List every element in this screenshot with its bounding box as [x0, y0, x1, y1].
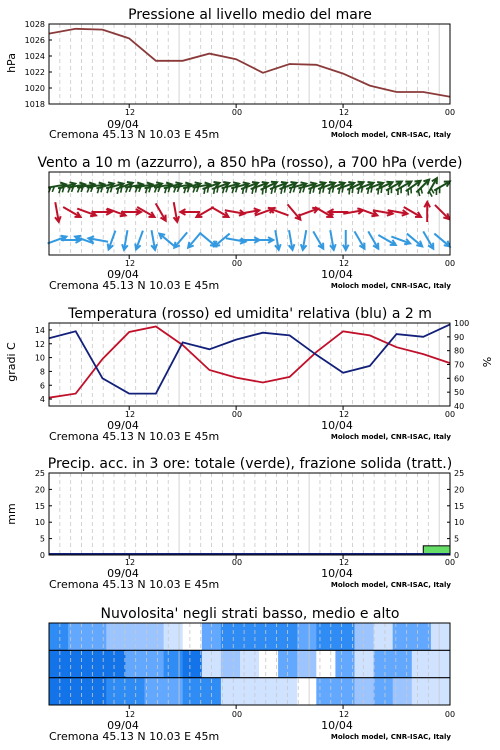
cloud-cell [278, 623, 298, 650]
temperature-line [49, 327, 450, 398]
wind-barb [381, 187, 382, 193]
wind-arrow [135, 231, 143, 250]
wind-barb [313, 187, 314, 193]
cloud-cell [183, 623, 203, 650]
wind-arrow [313, 231, 323, 248]
temperature-plot [35, 319, 469, 411]
wind-arrow [434, 234, 449, 247]
wind-arrow [289, 230, 295, 250]
y-tick-label: 12 [34, 339, 45, 349]
y-tick-label: 20 [34, 485, 45, 495]
y-tick-label: 1020 [24, 84, 45, 93]
cloud-cell [106, 678, 126, 705]
wind-arrow [159, 234, 174, 247]
wind-arrow-shaft [287, 204, 300, 219]
wind-barb [320, 188, 321, 194]
wind-barb [352, 187, 353, 193]
wind-arrow [174, 232, 187, 247]
cloud-cell [316, 623, 336, 650]
y-tick-label: 60 [454, 374, 465, 384]
cloud-cell [221, 623, 241, 650]
x-tick-label: 12 [124, 710, 136, 719]
humidity-ylabel: % [481, 356, 494, 368]
plot-frame [49, 24, 450, 104]
wind-barb [418, 190, 419, 196]
wind-barb [421, 188, 422, 194]
cloud-cell [145, 623, 165, 650]
wind-arrow [368, 231, 378, 248]
wind-barb [329, 188, 330, 194]
temperature-ylabel: gradi C [5, 342, 18, 382]
cloud-cell [164, 650, 184, 677]
wind-barb [429, 191, 432, 196]
y-tick-label: 10 [34, 518, 45, 528]
wind-arrow [287, 204, 300, 219]
wind-arrow [188, 232, 201, 247]
x-tick-label: 12 [338, 259, 350, 268]
model-credit: Moloch model, CNR-ISAC, Italy [330, 282, 451, 290]
wind-arrow [275, 230, 281, 250]
wind-arrow-shaft [435, 205, 449, 219]
cloud-cell [106, 650, 126, 677]
location-label: Cremona 45.13 N 10.03 E 45m [49, 430, 220, 443]
x-tick-label: 12 [124, 108, 136, 117]
location-label: Cremona 45.13 N 10.03 E 45m [49, 730, 220, 743]
cloud-cell [431, 623, 451, 650]
cloud-cell [316, 650, 336, 677]
y-tick-label: 5 [39, 534, 45, 544]
model-credit: Moloch model, CNR-ISAC, Italy [330, 733, 451, 741]
model-credit: Moloch model, CNR-ISAC, Italy [330, 131, 451, 139]
wind-barb [281, 188, 282, 194]
wind-barb [361, 187, 362, 193]
location-label: Cremona 45.13 N 10.03 E 45m [49, 578, 220, 591]
x-tick-label: 00 [231, 710, 243, 719]
wind-arrow [108, 231, 116, 250]
y-tick-label: 15 [454, 501, 465, 511]
cloud-cell [125, 623, 145, 650]
cloud-cell [240, 623, 260, 650]
wind-barb [121, 187, 122, 193]
wind-barb [339, 188, 340, 194]
wind-arrow [423, 231, 433, 248]
cloud-cell [145, 678, 165, 705]
pressure-ylabel: hPa [5, 53, 18, 73]
wind-arrow-shaft [159, 234, 174, 247]
y-tick-label: 1024 [24, 52, 45, 61]
wind-arrow-shaft [201, 234, 216, 247]
y-tick-label: 1026 [24, 36, 45, 45]
wind-arrow-shaft [214, 234, 229, 247]
cloud-cell [49, 678, 69, 705]
cloud-cell [355, 650, 375, 677]
y-tick-label: 6 [39, 381, 45, 391]
y-tick-label: 1022 [24, 68, 45, 77]
cloud-cell [259, 623, 279, 650]
wind-barb [204, 188, 205, 194]
cloud-cell [374, 650, 394, 677]
cloud-cell [221, 678, 241, 705]
wind-barb [266, 187, 267, 193]
location-label: Cremona 45.13 N 10.03 E 45m [49, 128, 220, 141]
y-tick-label: 10 [454, 518, 465, 528]
y-tick-label: 8 [39, 367, 45, 377]
cloud-cell [259, 650, 279, 677]
x-tick-label: 00 [444, 558, 456, 567]
y-tick-label: 25 [454, 469, 465, 478]
date-label: 10/04 [321, 118, 353, 131]
y-tick-label: 15 [34, 501, 45, 511]
x-tick-label: 00 [444, 108, 456, 117]
wind-barb [284, 187, 285, 193]
wind-arrow [196, 207, 213, 217]
cloud-cell [164, 678, 184, 705]
wind-arrow [151, 230, 157, 250]
wind-arrow [343, 230, 349, 250]
y-tick-label: 40 [454, 402, 465, 411]
wind-arrow-shaft [174, 232, 187, 247]
wind-barb [271, 188, 272, 194]
cloud-cell [145, 650, 165, 677]
pressure-title: Pressione al livello medio del mare [128, 7, 372, 23]
cloud-cell [240, 678, 260, 705]
cloud-cell [49, 650, 69, 677]
temperature-title: Temperatura (rosso) ed umidita' relativa (blu) a 2 m [68, 306, 432, 322]
y-tick-label: 70 [454, 360, 465, 370]
cloud-title: Nuvolosita' negli strati basso, medio e alto [100, 606, 400, 622]
x-tick-label: 12 [338, 710, 350, 719]
cloud-cell [164, 623, 184, 650]
y-tick-label: 100 [454, 319, 470, 328]
wind-barb [117, 188, 118, 194]
y-tick-label: 80 [454, 346, 465, 356]
x-tick-label: 12 [338, 108, 350, 117]
wind-barb [431, 188, 434, 193]
date-label: 10/04 [321, 419, 353, 432]
wind-arrow [355, 231, 365, 248]
wind-barb [256, 187, 257, 193]
date-label: 10/04 [321, 567, 353, 580]
y-tick-label: 14 [34, 325, 45, 335]
y-tick-label: 90 [454, 332, 465, 342]
wind-barb [378, 189, 379, 195]
date-label: 10/04 [321, 268, 353, 281]
cloud-cell [278, 678, 298, 705]
cloud-cell [355, 678, 375, 705]
cloud-cell [87, 650, 107, 677]
wind-arrow [55, 202, 61, 222]
wind-panel [37, 155, 462, 292]
cloud-cell [183, 650, 203, 677]
model-credit: Moloch model, CNR-ISAC, Italy [330, 433, 451, 441]
cloud-cell [259, 678, 279, 705]
cloud-cell [125, 678, 145, 705]
precipitation-plot [35, 469, 464, 560]
wind-arrow [301, 230, 307, 250]
wind-barb [371, 187, 372, 193]
cloud-cell [87, 678, 107, 705]
cloud-cell [87, 623, 107, 650]
x-tick-label: 12 [124, 558, 136, 567]
wind-barb [333, 187, 334, 193]
cloud-cell [125, 650, 145, 677]
wind-arrow [214, 234, 229, 247]
wind-arrow [156, 203, 166, 220]
y-tick-label: 1028 [24, 20, 45, 29]
x-tick-label: 12 [338, 410, 350, 419]
wind-arrow [435, 205, 449, 219]
cloud-cell [49, 623, 69, 650]
cloud-cell [297, 650, 317, 677]
x-tick-label: 00 [444, 410, 456, 419]
precipitation-panel [5, 456, 464, 591]
pressure-line [49, 29, 450, 97]
cloud-cell [297, 678, 317, 705]
y-tick-label: 20 [454, 485, 465, 495]
date-label: 09/04 [107, 268, 139, 281]
y-tick-label: 0 [39, 551, 45, 560]
wind-barb [349, 189, 350, 195]
x-tick-label: 00 [444, 710, 456, 719]
x-tick-label: 12 [338, 558, 350, 567]
x-tick-label: 00 [231, 410, 243, 419]
wind-barb [214, 188, 215, 194]
pressure-plot [25, 20, 450, 109]
x-tick-label: 00 [231, 558, 243, 567]
wind-arrow [201, 234, 216, 247]
wind-arrow [88, 236, 108, 242]
precipitation-title: Precip. acc. in 3 ore: totale (verde), frazione solida (tratt.) [47, 456, 453, 472]
y-tick-label: 0 [454, 551, 460, 560]
cloud-cell [431, 650, 451, 677]
cloud-panel [49, 606, 455, 743]
cloud-cell [278, 650, 298, 677]
wind-arrow-shaft [434, 234, 449, 247]
wind-plot [48, 172, 450, 259]
cloud-cell [374, 678, 394, 705]
date-label: 09/04 [107, 419, 139, 432]
wind-barb [275, 187, 276, 193]
x-tick-label: 00 [231, 259, 243, 268]
cloud-cell [106, 623, 126, 650]
wind-barb [368, 188, 369, 194]
wind-barb [243, 188, 244, 194]
wind-arrow-shaft [188, 232, 201, 247]
wind-arrow [424, 202, 430, 222]
cloud-cell [316, 678, 336, 705]
wind-arrow [330, 230, 336, 250]
cloud-cell [374, 623, 394, 650]
date-label: 09/04 [107, 567, 139, 580]
wind-barb [252, 188, 253, 194]
cloud-cell [240, 650, 260, 677]
y-tick-label: 25 [34, 469, 45, 478]
wind-arrow [211, 207, 228, 217]
wind-barb [217, 187, 218, 193]
y-tick-label: 50 [454, 388, 465, 398]
model-credit: Moloch model, CNR-ISAC, Italy [330, 581, 451, 589]
cloud-cell [183, 678, 203, 705]
wind-arrow [270, 208, 289, 216]
cloud-cell [355, 623, 375, 650]
date-label: 10/04 [321, 719, 353, 732]
x-tick-label: 00 [231, 108, 243, 117]
y-tick-label: 1018 [24, 100, 45, 109]
plot-frame [49, 473, 450, 555]
wind-barb [342, 187, 343, 193]
pressure-panel [5, 7, 455, 141]
wind-barb [246, 187, 247, 193]
wind-barb [207, 187, 208, 193]
x-tick-label: 00 [444, 259, 456, 268]
x-tick-label: 12 [124, 259, 136, 268]
wind-arrow [122, 230, 128, 250]
temperature-panel [5, 306, 494, 443]
cloud-plot [49, 623, 451, 709]
cloud-cell [221, 650, 241, 677]
wind-barb [358, 188, 359, 194]
date-label: 09/04 [107, 118, 139, 131]
wind-barb [262, 189, 263, 195]
wind-barb [310, 188, 311, 194]
y-tick-label: 4 [39, 395, 45, 405]
cloud-cell [431, 678, 451, 705]
y-tick-label: 5 [454, 534, 460, 544]
wind-barb [323, 187, 324, 193]
y-tick-label: 10 [34, 353, 45, 363]
precipitation-ylabel: mm [5, 503, 18, 525]
x-tick-label: 12 [124, 410, 136, 419]
date-label: 09/04 [107, 719, 139, 732]
wind-title: Vento a 10 m (azzurro), a 850 hPa (rosso), a 700 hPa (verde) [37, 155, 463, 171]
cloud-cell [297, 623, 317, 650]
humidity-line [49, 324, 450, 393]
location-label: Cremona 45.13 N 10.03 E 45m [49, 279, 220, 292]
